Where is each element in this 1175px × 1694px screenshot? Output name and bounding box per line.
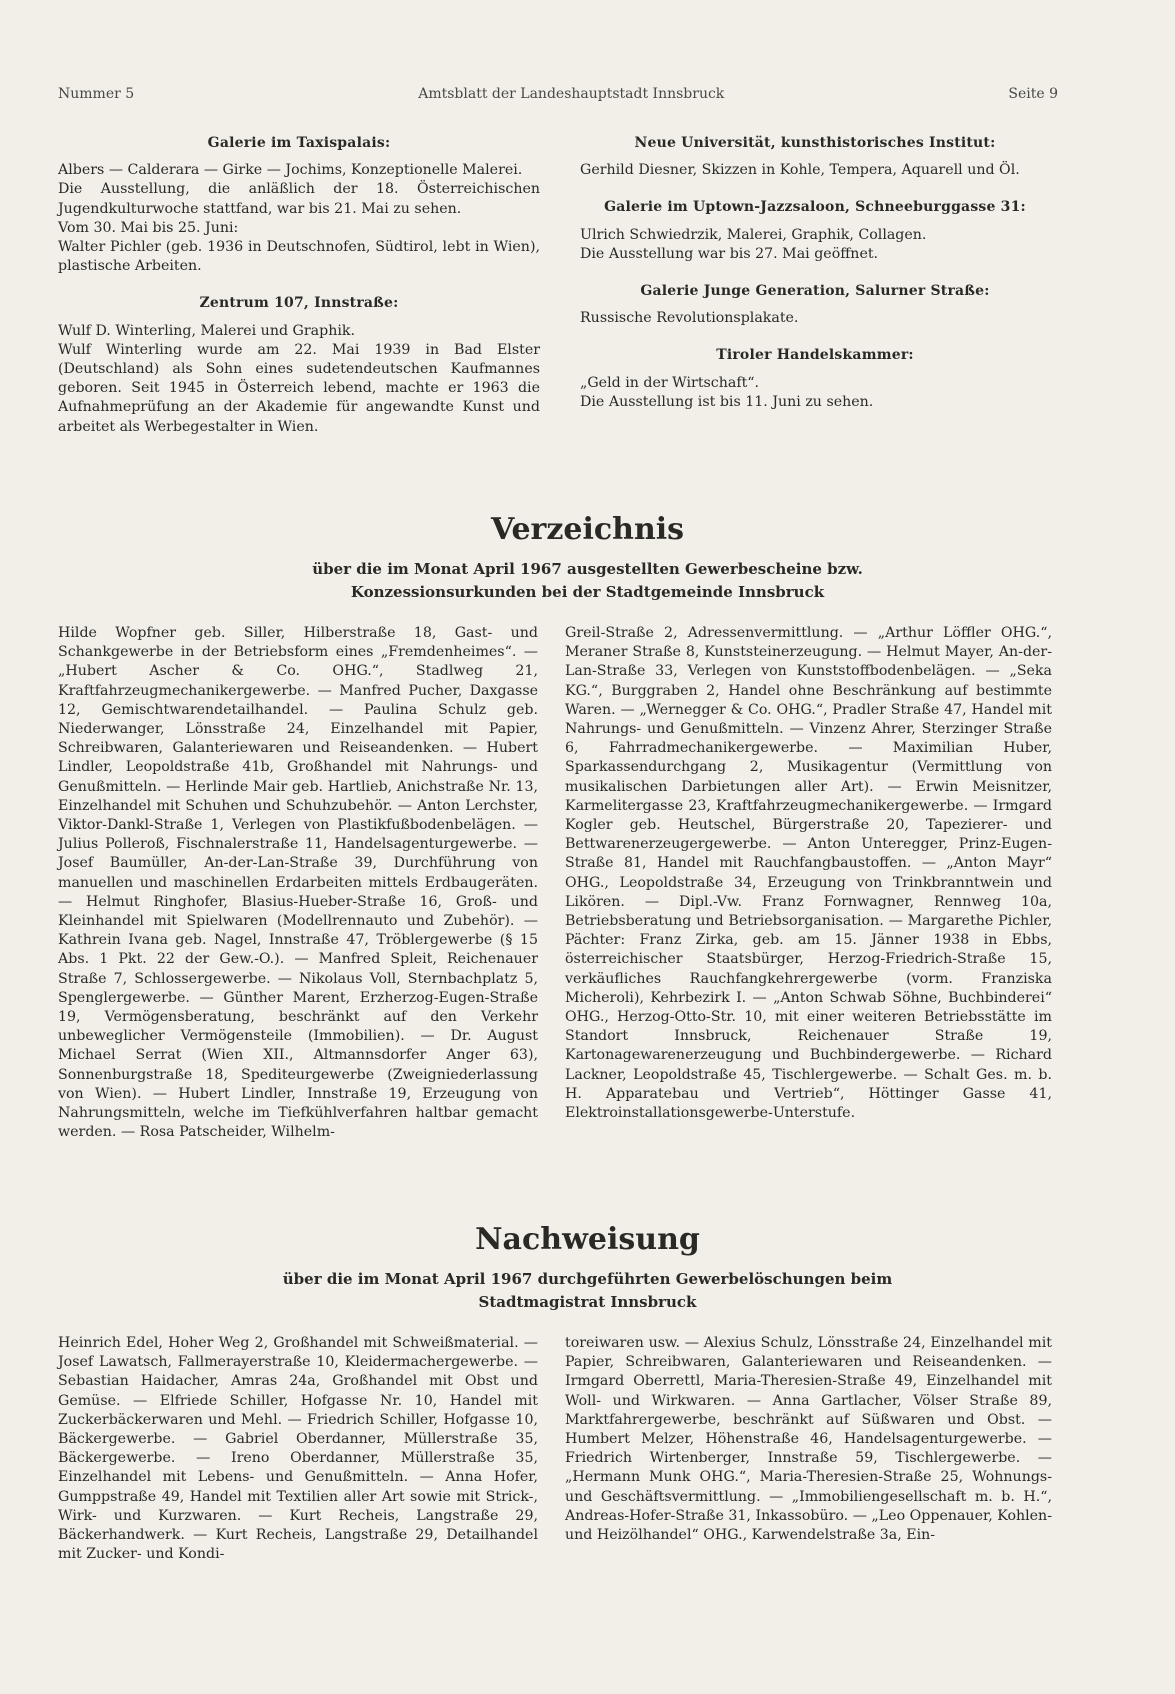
verzeichnis-subtitle <box>0 558 1175 604</box>
verzeichnis-entries-left: Hilde Wopfner geb. Siller, Hilberstraße 18, Gast- und Schankgewerbe in der Betriebsform eines „Fremdenheimes“. — „Hubert Ascher & Co. OHG.“, Stadlweg 21, Kraftfahrzeugmechanikergewerbe. — Manfred Pucher, Daxgasse 12, Gemischtwarendetailhandel. — Paulina Schulz geb. Niederwanger, Lönsstraße 24, Einzelhandel mit Papier, Schreibwaren, Galanteriewaren und Reiseandenken. — Hubert Lindler, Leopoldstraße 41b, Großhandel mit Nahrungs- und Genußmitteln. — Herlinde Mair geb. Hartlieb, Anichstraße Nr. 13, Einzelhandel mit Schuhen und Schuhzubehör. — Anton Lerchster, Viktor-Dankl-Straße 1, Verlegen von Plastikfußbodenbelägen. — Julius Polleroß, Fischnalerstraße 11, Handelsagenturgewerbe. — Josef Baumüller, An-der-Lan-Straße 39, Durchführung von manuellen und maschinellen Erdarbeiten mittels Erdbaugeräten. — Helmut Ringhofer, Blasius-Hueber-Straße 16, Groß- und Kleinhandel mit Spielwaren (Modellrennauto und Zubehör). — Kathrein Ivana geb. Nagel, Innstraße 47, Tröblergewerbe (§ 15 Abs. 1 Pkt. 22 der Gew.-O.). — Manfred Spleit, Reichenauer Straße 7, Schlossergewerbe. — Nikolaus Voll, Sternbachplatz 5, Spenglergewerbe. — Günther Marent, Erzherzog-Eugen-Straße 19, Vermögensberatung, beschränkt auf den Verkehr unbeweglicher Vermögensteile (Immobilien). — Dr. August Michael Serrat (Wien XII., Altmannsdorfer Anger 63), Sonnenburgstraße 18, Spediteurgewerbe (Zweigniederlassung von Wien). — Hubert Lindler, Innstraße 19, Erzeugung von Nahrungsmitteln, welche im Tiefkühlverfahren haltbar gemacht werden. — Rosa Patscheider, Wilhelm- <box>58 625 538 1141</box>
exhibition-title: Zentrum 107, Innstraße: <box>199 295 399 312</box>
exhibitions-left-column <box>58 134 540 437</box>
verzeichnis-subtitle-line-2: Konzessionsurkunden bei der Stadtgemeinde Innsbruck <box>350 583 825 601</box>
publication-title: Amtsblatt der Landeshauptstadt Innsbruck <box>418 86 725 102</box>
nachweisung-subtitle <box>0 1268 1175 1314</box>
exhibition-line: Wulf Winterling wurde am 22. Mai 1939 in Bad Elster (Deutschland) als Sohn eines sudetendeutschen Kaufmannes geboren. Seit 1945 in Österreich lebend, machte er 1963 die Aufnahmeprüfung an der Akademie für angewandte Kunst und arbeitet als Werbegestalter in Wien. <box>58 341 540 435</box>
exhibition-title: Neue Universität, kunsthistorisches Institut: <box>634 135 996 151</box>
page-number: Seite 9 <box>1008 86 1058 102</box>
page-header <box>58 86 1058 102</box>
exhibition-uptown-jazzsaloon <box>580 198 1050 264</box>
verzeichnis-subtitle-line-1: über die im Monat April 1967 ausgestellten Gewerbescheine bzw. <box>312 560 863 578</box>
exhibition-line: Die Ausstellung, die anläßlich der 18. Österreichischen Jugendkulturwoche stattfand, war bis 21. Mai zu sehen. <box>58 181 540 217</box>
exhibition-line: Russische Revolutionsplakate. <box>580 310 799 327</box>
exhibition-title: Tiroler Handelskammer: <box>716 347 914 364</box>
exhibition-zentrum-107 <box>58 294 540 436</box>
exhibition-line: Die Ausstellung ist bis 11. Juni zu sehen. <box>580 393 874 410</box>
exhibition-handelskammer <box>580 346 1050 412</box>
exhibition-neue-universitaet <box>580 134 1050 180</box>
nachweisung-entries-right: toreiwaren usw. — Alexius Schulz, Lönsstraße 24, Einzelhandel mit Papier, Schreibwaren, Galanteriewaren und Reiseandenken. — Irmgard Oberrettl, Maria-Theresien-Straße 49, Einzelhandel mit Woll- und Wirkwaren. — Anna Gartlacher, Völser Straße 89, Marktfahrergewerbe, beschränkt auf Süßwaren und Obst. — Humbert Melzer, Höhenstraße 46, Handelsagenturgewerbe. — Friedrich Wirtenberger, Innstraße 59, Tischlergewerbe. — „Hermann Munk OHG.“, Maria-Theresien-Straße 25, Wohnungs- und Geschäftsvermittlung. — „Immobiliengesellschaft m. b. H.“, Andreas-Hofer-Straße 31, Inkassobüro. — „Leo Oppenauer, Kohlen- und Heizölhandel“ OHG., Karwendelstraße 3a, Ein- <box>565 1335 1052 1544</box>
exhibition-title: Galerie im Taxispalais: <box>207 135 391 151</box>
exhibition-title: Galerie Junge Generation, Salurner Straße: <box>640 283 990 300</box>
nachweisung-entries-left: Heinrich Edel, Hoher Weg 2, Großhandel mit Schweißmaterial. — Josef Lawatsch, Fallmerayerstraße 10, Kleidermachergewerbe. — Sebastian Haidacher, Amras 24a, Großhandel mit Obst und Gemüse. — Elfriede Schiller, Hofgasse Nr. 10, Handel mit Zuckerbäckerwaren und Mehl. — Friedrich Schiller, Hofgasse 10, Bäckergewerbe. — Gabriel Oberdanner, Müllerstraße 35, Bäckergewerbe. — Ireno Oberdanner, Müllerstraße 35, Einzelhandel mit Lebens- und Genußmitteln. — Anna Hofer, Gumppstraße 49, Handel mit Textilien aller Art sowie mit Strick-, Wirk- und Kurzwaren. — Kurt Recheis, Langstraße 29, Bäckerhandwerk. — Kurt Recheis, Langstraße 29, Detailhandel mit Zucker- und Kondi- <box>58 1335 538 1563</box>
exhibition-line: „Geld in der Wirtschaft“. <box>580 374 760 391</box>
nachweisung-subtitle-line-1: über die im Monat April 1967 durchgeführten Gewerbelöschungen beim <box>282 1270 893 1288</box>
verzeichnis-left-column <box>58 624 538 1142</box>
nachweisung-subtitle-line-2: Stadtmagistrat Innsbruck <box>478 1293 697 1311</box>
verzeichnis-title: Verzeichnis <box>490 512 685 547</box>
exhibition-title: Galerie im Uptown-Jazzsaloon, Schneeburggasse 31: <box>604 199 1026 216</box>
exhibition-line: Gerhild Diesner, Skizzen in Kohle, Tempera, Aquarell und Öl. <box>580 162 1020 179</box>
exhibition-line: Ulrich Schwiedrzik, Malerei, Graphik, Collagen. <box>580 226 927 243</box>
nachweisung-left-column <box>58 1334 538 1564</box>
exhibition-line: Die Ausstellung war bis 27. Mai geöffnet. <box>580 245 879 262</box>
exhibition-line: Albers — Calderara — Girke — Jochims, Konzeptionelle Malerei. <box>58 162 523 179</box>
exhibitions-right-column <box>580 134 1050 412</box>
nachweisung-right-column <box>565 1334 1052 1545</box>
verzeichnis-entries-right: Greil-Straße 2, Adressenvermittlung. — „Arthur Löffler OHG.“, Meraner Straße 8, Kunststeinerzeugung. — Helmut Mayer, An-der-Lan-Straße 33, Verlegen von Kunststoffbodenbelägen. — „Seka KG.“, Burggraben 2, Handel ohne Beschränkung auf bestimmte Waren. — „Wernegger & Co. OHG.“, Pradler Straße 47, Handel mit Nahrungs- und Genußmitteln. — Vinzenz Ahrer, Sterzinger Straße 6, Fahrradmechanikergewerbe. — Maximilian Huber, Sparkassendurchgang 2, Musikagentur (Vermittlung von musikalischen Darbietungen aller Art). — Erwin Meisnitzer, Karmelitergasse 23, Kraftfahrzeugmechanikergewerbe. — Irmgard Kogler geb. Heutschel, Bürgerstraße 20, Tapezierer- und Bettwarenerzeugergewerbe. — Anton Unteregger, Prinz-Eugen-Straße 81, Handel mit Rauchfangbaustoffen. — „Anton Mayr“ OHG., Leopoldstraße 34, Erzeugung von Trinkbranntwein und Likören. — Dipl.-Vw. Franz Fornwagner, Rennweg 10a, Betriebsberatung und Betriebsorganisation. — Margarethe Pichler, Pächter: Franz Zirka, geb. am 15. Jänner 1938 in Ebbs, österreichischer Staatsbürger, Herzog-Friedrich-Straße 15, verkäufliches Rauchfangkehrergewerbe (vorm. Franziska Micheroli), Kehrbezirk I. — „Anton Schwab Söhne, Buchbinderei“ OHG., Herzog-Otto-Str. 10, mit einer weiteren Betriebsstätte im Standort Innsbruck, Reichenauer Straße 19, Kartonagewarenerzeugung und Buchbindergewerbe. — Richard Lackner, Leopoldstraße 45, Tischlergewerbe. — Schalt Ges. m. b. H. Apparatebau und Vertrieb“, Höttinger Gasse 41, Elektroinstallationsgewerbe-Unterstufe. <box>565 625 1052 1122</box>
exhibition-line: Vom 30. Mai bis 25. Juni: <box>58 219 239 236</box>
verzeichnis-right-column <box>565 624 1052 1123</box>
nachweisung-title: Nachweisung <box>475 1222 700 1257</box>
exhibition-junge-generation <box>580 282 1050 328</box>
exhibition-taxispalais <box>58 134 540 276</box>
exhibition-line: Wulf D. Winterling, Malerei und Graphik. <box>58 322 355 339</box>
issue-number: Nummer 5 <box>58 86 135 102</box>
exhibition-line: Walter Pichler (geb. 1936 in Deutschnofen, Südtirol, lebt in Wien), plastische Arbeiten. <box>58 239 540 275</box>
